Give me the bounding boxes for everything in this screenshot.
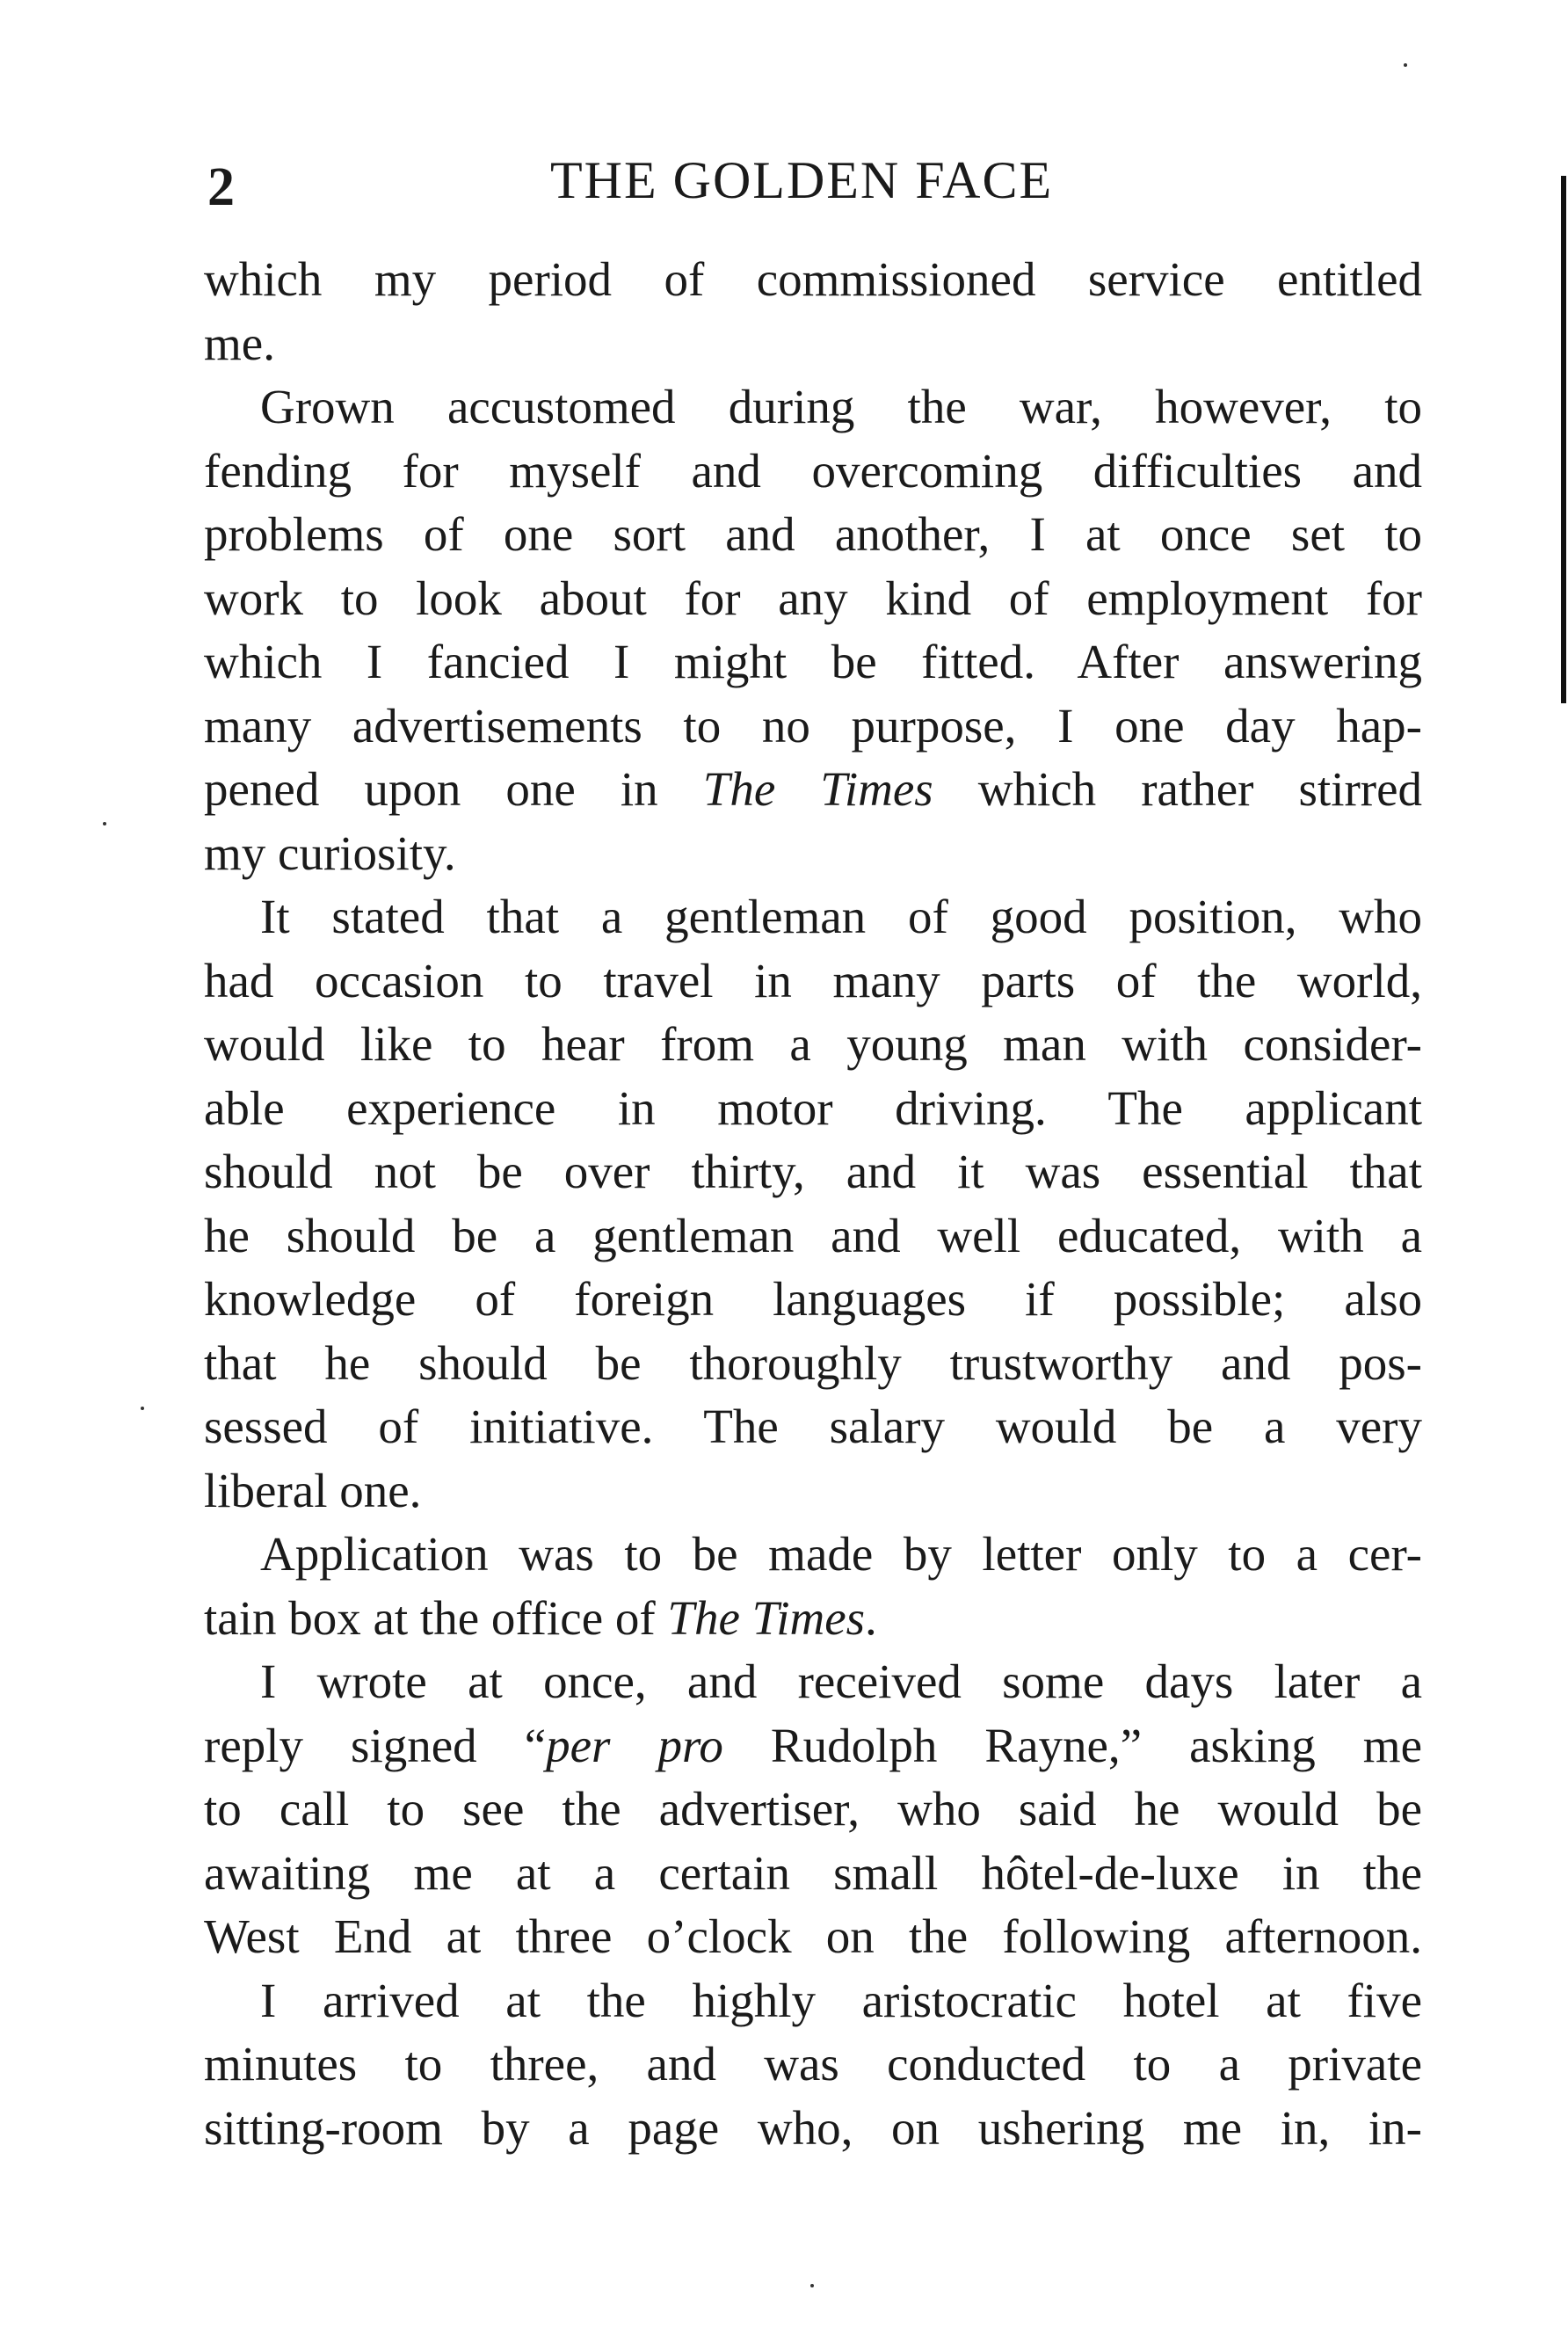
italic-title: The Times <box>667 1590 866 1645</box>
text-line: which my period of commissioned service entitled <box>204 252 1422 306</box>
print-speck <box>103 822 106 825</box>
text-line: able experience in motor driving. The applicant <box>204 1080 1422 1135</box>
text-line: work to look about for any kind of employment for <box>204 571 1422 625</box>
text-line: me. <box>204 316 275 370</box>
text-line: many advertisements to no purpose, I one day hap- <box>204 698 1422 753</box>
print-speck <box>1404 63 1407 67</box>
text-line: knowledge of foreign languages if possible; also <box>204 1272 1422 1326</box>
text-segment: . <box>865 1590 877 1645</box>
italic-phrase: per pro <box>546 1718 723 1772</box>
text-line: to call to see the advertiser, who said he would be <box>204 1782 1422 1836</box>
text-line: Application was to be made by letter only to a cer- <box>260 1527 1422 1581</box>
text-line: sitting-room by a page who, on ushering me in, in- <box>204 2100 1422 2155</box>
running-header <box>207 149 1420 229</box>
text-line: Grown accustomed during the war, however, to <box>260 380 1422 433</box>
text-segment: Rudolph Rayne,” asking me <box>722 1718 1422 1772</box>
text-line: which I fancied I might be fitted. After answering <box>204 635 1422 688</box>
page-edge-rule <box>1561 176 1566 703</box>
text-line: awaiting me at a certain small hôtel-de-luxe in the <box>204 1845 1422 1900</box>
text-line: my curiosity. <box>204 825 456 880</box>
text-line <box>204 758 1422 822</box>
text-line: would like to hear from a young man with consider- <box>204 1017 1422 1071</box>
text-line: minutes to three, and was conducted to a private <box>204 2037 1422 2091</box>
text-line <box>204 1587 1422 1651</box>
text-line: It stated that a gentleman of good position, who <box>260 890 1422 943</box>
italic-title: The Times <box>702 762 933 816</box>
text-segment: pened upon one in <box>204 762 703 816</box>
text-line: I wrote at once, and received some days later a <box>260 1654 1422 1708</box>
text-segment: which rather stirred <box>933 762 1423 816</box>
text-line: should not be over thirty, and it was essential that <box>204 1145 1422 1198</box>
body-text <box>204 248 1422 2160</box>
text-line: he should be a gentleman and well educated, with a <box>204 1208 1422 1262</box>
text-line: problems of one sort and another, I at once set to <box>204 507 1422 561</box>
text-line <box>204 1714 1422 1778</box>
text-segment: tain box at the office of <box>204 1590 668 1645</box>
text-line: fending for myself and overcoming difficulties and <box>204 443 1422 498</box>
text-segment: reply signed “ <box>204 1718 547 1772</box>
page-number: 2 <box>207 157 235 217</box>
text-line: liberal one. <box>204 1463 422 1517</box>
print-speck <box>141 1407 144 1410</box>
text-line: West End at three o’clock on the following afternoon. <box>204 1909 1422 1963</box>
text-line: that he should be thoroughly trustworthy and pos- <box>204 1335 1422 1390</box>
running-title: THE GOLDEN FACE <box>550 151 1054 209</box>
text-line: I arrived at the highly aristocratic hotel at five <box>260 1973 1422 2027</box>
text-line: sessed of initiative. The salary would be a very <box>204 1400 1422 1453</box>
print-speck <box>810 2284 814 2287</box>
text-line: had occasion to travel in many parts of the world, <box>204 953 1422 1007</box>
